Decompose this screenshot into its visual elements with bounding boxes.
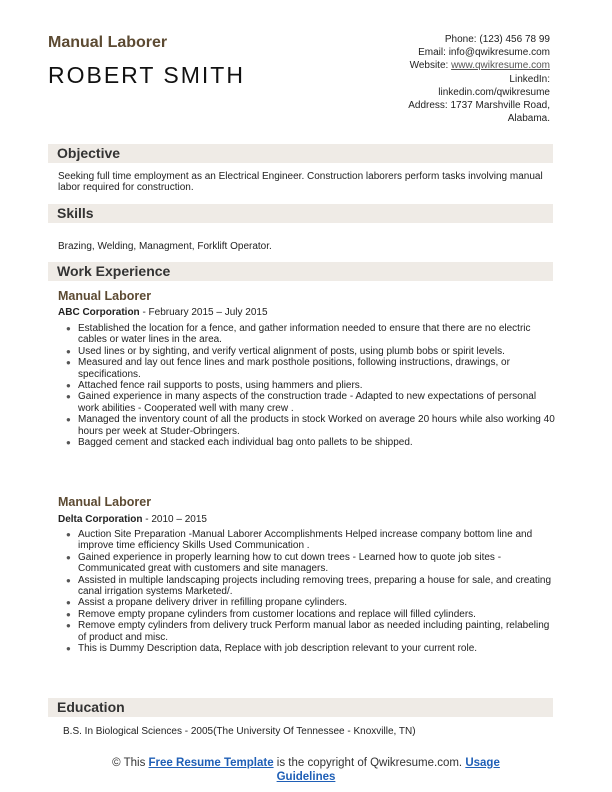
linkedin-label: LinkedIn: bbox=[509, 73, 550, 85]
list-item bbox=[66, 643, 556, 654]
address-line1: 1737 Marshville Road, bbox=[450, 100, 550, 112]
list-item bbox=[66, 323, 556, 346]
contact-email bbox=[310, 46, 550, 59]
job-dates: - February 2015 – July 2015 bbox=[139, 307, 268, 318]
contact-block bbox=[310, 33, 550, 125]
bullet-text: Gained experience in properly learning how to cut down trees - Learned how to quote job sites - Communicated great with customers and site managers. bbox=[78, 551, 502, 575]
bullet-text: Remove empty propane cylinders from customer locations and replace will filled cylinders. bbox=[78, 608, 476, 620]
bullet-icon: ● bbox=[66, 575, 71, 585]
bullet-icon: ● bbox=[66, 552, 71, 562]
usage-guidelines-link-cont[interactable]: Guidelines bbox=[276, 770, 336, 783]
bullet-text: This is Dummy Description data, Replace with job description relevant to your current role. bbox=[78, 643, 478, 655]
bullet-icon: ● bbox=[66, 530, 71, 539]
bullet-icon: ● bbox=[66, 598, 71, 608]
job-dates: - 2010 – 2015 bbox=[142, 514, 207, 525]
bullet-icon: ● bbox=[66, 346, 71, 356]
phone-value: (123) 456 78 99 bbox=[479, 34, 550, 45]
contact-website bbox=[310, 59, 550, 72]
bullet-text: Auction Site Preparation -Manual Laborer Accomplishments Helped increase company bottom line and improve time efficiency Skills Used Communication . bbox=[78, 529, 533, 552]
bullet-icon: ● bbox=[66, 392, 71, 402]
contact-phone bbox=[310, 33, 550, 46]
list-item bbox=[66, 620, 556, 643]
job-company-line bbox=[58, 514, 207, 525]
bullet-icon: ● bbox=[66, 324, 71, 333]
bullet-icon: ● bbox=[66, 609, 71, 619]
bullet-text: Assisted in multiple landscaping projects including removing trees, preparing a house for sale, and creating canal irrigation systems Marketed/. bbox=[78, 574, 552, 598]
footer-prefix: © This bbox=[112, 757, 149, 769]
bullet-text: Used lines or by sighting, and verify vertical alignment of posts, using plumb bobs or spirit levels. bbox=[78, 345, 505, 357]
bullet-text: Established the location for a fence, and gather information needed to ensure that there are no electric cables or water lines in the area. bbox=[78, 323, 531, 346]
email-value[interactable]: info@qwikresume.com bbox=[448, 47, 550, 59]
objective-heading: Objective bbox=[48, 144, 553, 163]
list-item bbox=[66, 609, 556, 620]
job-bullets bbox=[66, 529, 556, 654]
list-item bbox=[66, 437, 556, 448]
bullet-text: Assist a propane delivery driver in refilling propane cylinders. bbox=[78, 597, 348, 609]
company-name: ABC Corporation bbox=[58, 307, 140, 318]
job-title: Manual Laborer bbox=[58, 289, 152, 303]
skills-text: Brazing, Welding, Managment, Forklift Operator. bbox=[58, 241, 272, 252]
address-line2: Alabama. bbox=[507, 113, 550, 125]
skills-heading: Skills bbox=[48, 204, 553, 223]
footer-copyright bbox=[0, 757, 612, 784]
list-item bbox=[66, 391, 556, 414]
list-item bbox=[66, 552, 556, 575]
usage-guidelines-link[interactable]: Usage bbox=[465, 757, 500, 769]
company-name: Delta Corporation bbox=[58, 514, 143, 525]
list-item bbox=[66, 380, 556, 391]
bullet-text: Managed the inventory count of all the products in stock Worked on average 20 hours while also working 40 hours per week at Studer-Obringers. bbox=[78, 414, 555, 437]
list-item bbox=[66, 357, 556, 380]
list-item bbox=[66, 575, 556, 598]
linkedin-value[interactable]: linkedin.com/qwikresume bbox=[438, 86, 550, 98]
education-text: B.S. In Biological Sciences - 2005(The University Of Tennessee - Knoxville, TN) bbox=[63, 726, 416, 737]
candidate-name: ROBERT SMITH bbox=[48, 62, 245, 88]
work-experience-heading: Work Experience bbox=[48, 262, 553, 281]
email-label: Email: bbox=[418, 47, 446, 59]
bullet-icon: ● bbox=[66, 358, 71, 368]
bullet-icon: ● bbox=[66, 621, 71, 631]
website-link[interactable]: www.qwikresume.com bbox=[451, 60, 550, 72]
address-label: Address: bbox=[408, 100, 448, 112]
website-label: Website: bbox=[409, 60, 449, 72]
contact-address bbox=[310, 99, 550, 112]
list-item bbox=[66, 414, 556, 437]
list-item bbox=[66, 529, 556, 552]
objective-text: Seeking full time employment as an Electrical Engineer. Construction laborers perform tasks involving manual labor required for construction. bbox=[58, 171, 543, 194]
footer-middle: is the copyright of Qwikresume.com. bbox=[273, 757, 466, 769]
bullet-text: Attached fence rail supports to posts, using hammers and pliers. bbox=[78, 380, 363, 392]
bullet-text: Remove empty cylinders from delivery truck Perform manual labor as needed including painting, relabeling of product and misc. bbox=[78, 620, 550, 643]
bullet-text: Measured and lay out fence lines and mark posthole positions, following instructions, drawings, or specifications. bbox=[78, 357, 510, 380]
job-bullets bbox=[66, 323, 556, 448]
bullet-text: Gained experience in many aspects of the construction trade - Adapted to new expectations of personal work abilities - Cooperated well with many crew . bbox=[78, 391, 537, 414]
header-job-title: Manual Laborer bbox=[48, 34, 168, 51]
bullet-text: Bagged cement and stacked each individual bag onto pallets to be shipped. bbox=[78, 437, 413, 449]
bullet-icon: ● bbox=[66, 644, 71, 654]
job-title: Manual Laborer bbox=[58, 495, 152, 509]
job-company-line bbox=[58, 307, 268, 318]
list-item bbox=[66, 346, 556, 357]
free-resume-template-link[interactable]: Free Resume Template bbox=[148, 757, 274, 769]
list-item bbox=[66, 597, 556, 608]
phone-label: Phone: bbox=[444, 34, 477, 45]
bullet-icon: ● bbox=[66, 438, 71, 448]
education-heading: Education bbox=[48, 698, 553, 717]
bullet-icon: ● bbox=[66, 381, 71, 391]
bullet-icon: ● bbox=[66, 415, 71, 425]
